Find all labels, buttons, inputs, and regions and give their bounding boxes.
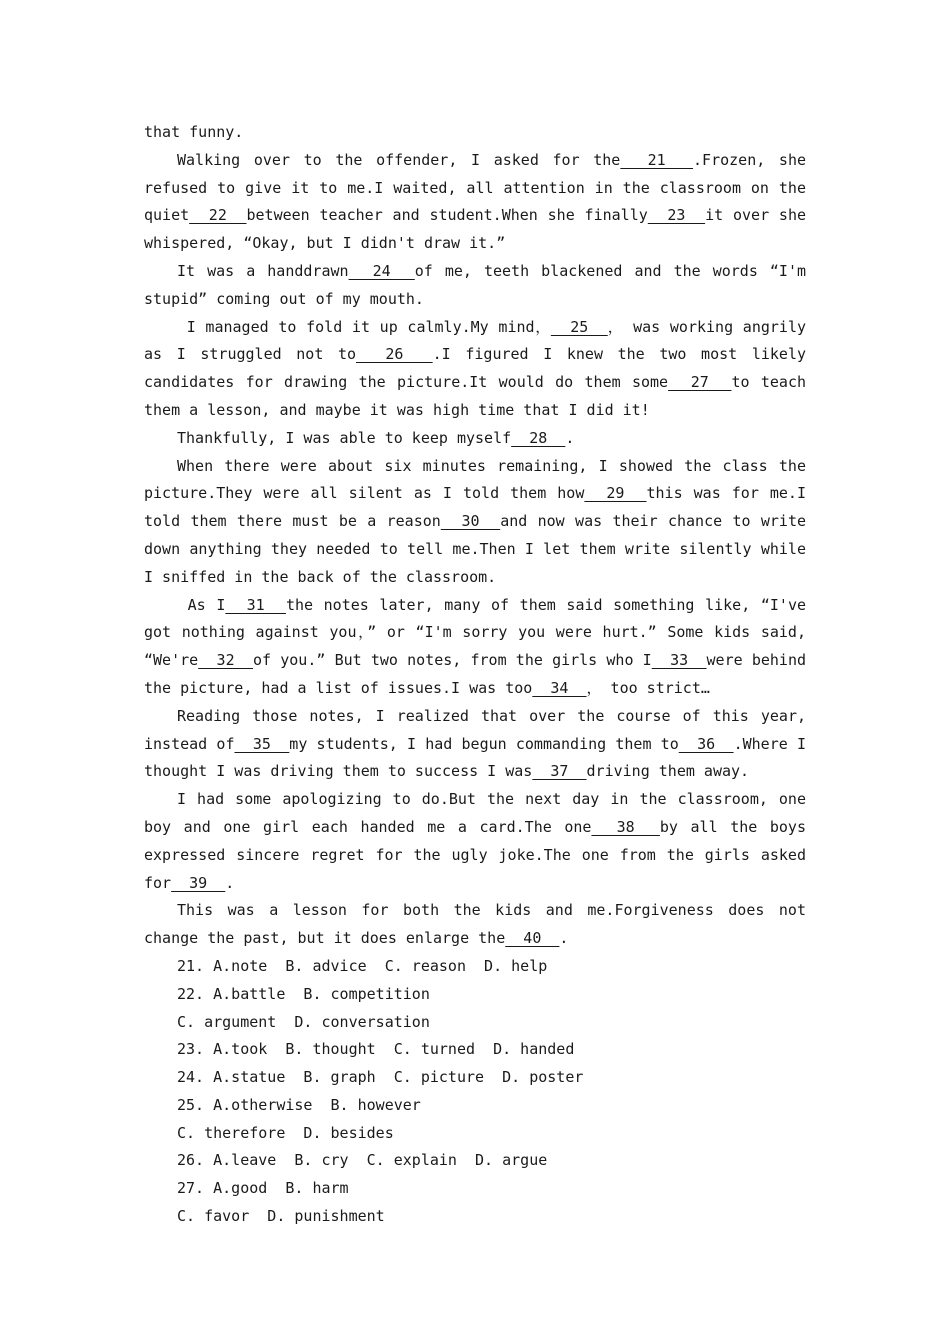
cloze-blank: 37 [532,762,587,781]
passage-text: Reading those notes, I realized that over the course of this year, instead of [144,706,816,753]
option-line: 24. A.statue B. graph C. picture D. poster [177,1068,584,1087]
passage-text: It was a handdrawn [177,261,349,280]
passage-text: the notes later, many of them said something like, “I've got nothing against you，” or “I'm sorry you were hurt.” Some kids said, “We're [144,595,816,670]
cloze-blank: 35 [234,734,290,753]
passage-text: my students, I had begun commanding them to [289,734,679,753]
cloze-blank: 21 [620,150,694,169]
passage-paragraph [144,592,816,703]
option-line: 27. A.good B. harm [177,1179,349,1198]
passage-text: As I [177,595,226,614]
passage-paragraph [144,314,816,425]
cloze-blank: 27 [668,373,732,392]
passage-text: When there were about six minutes remaining, I showed the class the picture.They were all silent as I told them how [144,456,816,503]
passage-text: Thankfully, I was able to keep myself [177,428,512,447]
passage-text: Walking over to the offender, I asked for the [177,150,621,169]
option-line: C. therefore D. besides [177,1123,394,1142]
passage-text: and now was their chance to write down anything they needed to tell me.Then I let them write silently while I sniffed in the back of the classroom. [144,512,816,586]
cloze-blank: 28 [511,428,566,447]
passage-paragraph [144,147,816,258]
passage-paragraph [144,453,816,592]
option-line: 22. A.battle B. competition [177,984,430,1003]
cloze-blank: 24 [348,261,415,280]
cloze-blank: 36 [678,734,734,753]
passage-paragraph [144,258,816,314]
passage-text: this was for me.I told them there must be a reason [144,484,816,531]
passage-text: by all the boys expressed sincere regret for the ugly joke.The one from the girls asked for [144,817,816,892]
passage-text: I had some apologizing to do.But the next day in the classroom, one boy and one girl each handed me a card.The one [144,790,816,836]
option-line: C. argument D. conversation [177,1012,430,1031]
cloze-blank: 34 [532,678,587,697]
passage-paragraph [144,425,806,453]
passage-text: of you.” But two notes, from the girls who I [252,651,652,670]
option-line: C. favor D. punishment [177,1207,385,1226]
cloze-blank: 39 [171,873,226,892]
passage-text: driving them away. [586,762,750,781]
passage-text: of me, teeth blackened and the words “I'm stupid” coming out of my mouth. [144,261,816,308]
cloze-blank: 30 [440,512,501,531]
cloze-blank: 26 [356,345,433,364]
cloze-blank: 32 [198,651,253,670]
option-line: 23. A.took B. thought C. turned D. handed [177,1040,575,1059]
cloze-blank: 22 [189,206,247,225]
passage-text: This was a lesson for both the kids and me.Forgiveness does not change the past, but it does enlarge the [144,901,816,948]
cloze-passage [144,119,816,953]
passage-text: .I figured I knew the two most likely candidates for drawing the picture.It would do them some [144,345,816,392]
passage-text: . [559,929,569,948]
passage-text: I managed to fold it up calmly.My mind， [177,317,551,336]
passage-text: were behind the picture, had a list of issues.I was too [144,651,816,697]
cloze-blank: 25 [550,317,608,336]
passage-paragraph [144,119,806,147]
option-line: 21. A.note B. advice C. reason D. help [177,956,548,975]
passage-text: that funny. [144,123,244,141]
cloze-blank: 29 [584,484,647,503]
passage-text: ， too strict… [586,678,710,697]
passage-text: . [225,873,235,892]
passage-paragraph [144,703,816,786]
passage-text: .Frozen, she refused to give it to me.I waited, all attention in the classroom on the quiet [144,150,816,225]
passage-paragraph [144,897,816,953]
document-page [144,119,816,1231]
option-line: 26. A.leave B. cry C. explain D. argue [177,1151,548,1170]
passage-text: to teach them a lesson, and maybe it was high time that I did it! [144,373,816,419]
passage-paragraph [144,786,816,897]
cloze-blank: 31 [225,595,286,614]
cloze-blank: 33 [651,651,707,670]
passage-text: it over she whispered, “Okay, but I didn't draw it.” [144,206,816,253]
passage-text: .Where I thought I was driving them to success I was [144,734,816,781]
passage-text: . [565,428,575,447]
cloze-blank: 38 [591,817,660,836]
answer-options [144,953,806,1231]
cloze-blank: 40 [505,929,560,948]
passage-text: between teacher and student.When she finally [246,206,648,225]
cloze-blank: 23 [647,206,706,225]
passage-text: ， was working angrily as I struggled not to [144,317,816,364]
option-line: 25. A.otherwise B. however [177,1095,421,1114]
